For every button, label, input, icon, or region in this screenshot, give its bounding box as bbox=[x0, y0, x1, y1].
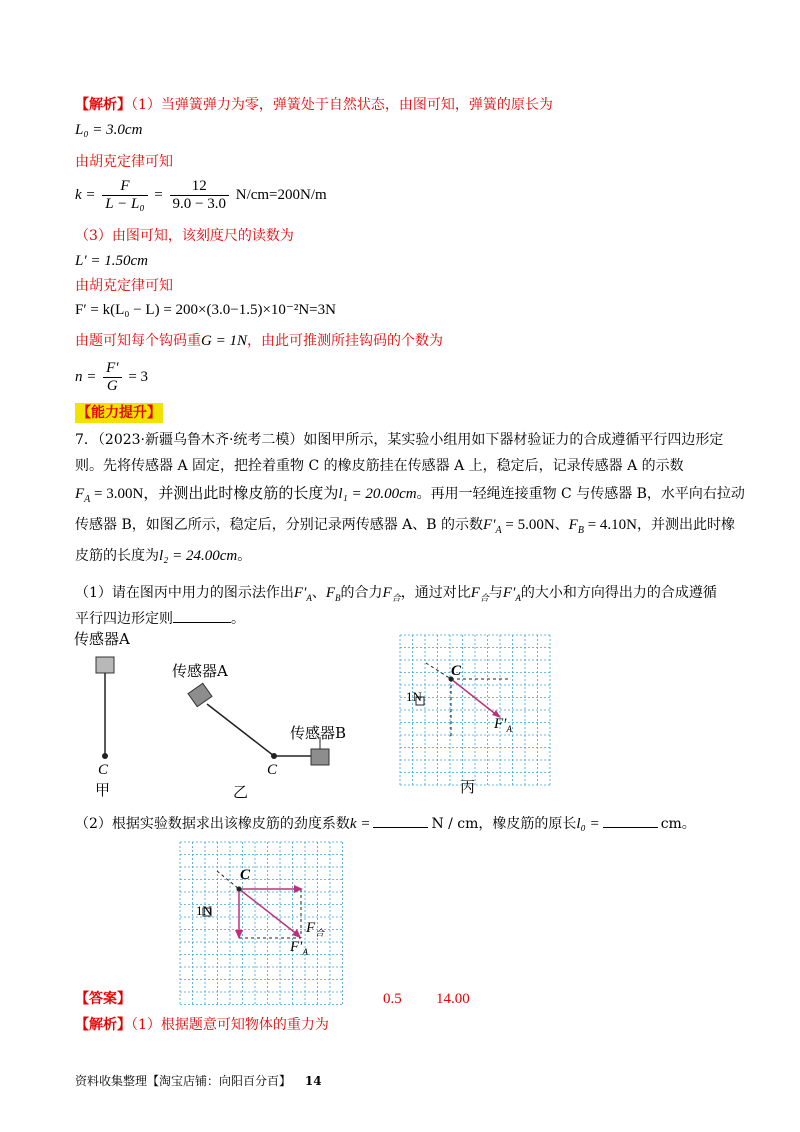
q7-part2-a: （2）根据实验数据求出该橡皮筋的劲度系数 bbox=[75, 816, 350, 832]
eq-Fprime: F′ = k(L₀ − L) = 200×(3.0−1.5)×10⁻²N=3N bbox=[75, 302, 336, 318]
ans-fa-sub: A bbox=[302, 947, 308, 957]
hooke-law-2: 由胡克定律可知 bbox=[75, 278, 173, 294]
part3-text: （3）由图可知，该刻度尺的读数为 bbox=[75, 228, 294, 244]
q7-part1-fh2: F bbox=[470, 585, 480, 601]
ans-fa-arrow bbox=[239, 889, 298, 935]
q7-part1-fa-sub: A bbox=[306, 592, 312, 603]
bing-force-text: F′ bbox=[494, 716, 507, 732]
footer bbox=[75, 1071, 322, 1091]
jia-caption: 甲 bbox=[95, 781, 111, 799]
yi-c-label: C bbox=[267, 762, 278, 778]
q7-part2-blank-l0[interactable] bbox=[603, 827, 658, 828]
eq-k-num2: 12 bbox=[170, 178, 229, 196]
answer-value-2: 14.00 bbox=[436, 991, 470, 1007]
analysis-line-1 bbox=[75, 95, 553, 115]
eq-n-den: G bbox=[106, 378, 118, 395]
answer-line bbox=[75, 989, 131, 1009]
analysis2-tag: 【解析】 bbox=[75, 1017, 131, 1033]
ans-fa-arrowhead bbox=[292, 929, 301, 938]
bing-grid bbox=[400, 635, 550, 785]
q7-part1-d: 与 bbox=[488, 585, 503, 601]
q7-line-4 bbox=[75, 515, 735, 541]
eq-k-frac2 bbox=[170, 178, 229, 213]
q7-part1-fb: F bbox=[325, 585, 336, 601]
q7-part1-fh: F bbox=[382, 585, 392, 601]
footer-text: 资料收集整理【淘宝店铺：向阳百分百】 bbox=[75, 1074, 292, 1088]
eq-n bbox=[75, 358, 148, 396]
analysis2-text: （1）根据题意可知物体的重力为 bbox=[131, 1017, 329, 1033]
answer-value-1: 0.5 bbox=[383, 991, 402, 1007]
q7-fb-value: = 4.10N bbox=[583, 517, 637, 533]
analysis2-line bbox=[75, 1015, 329, 1035]
q7-line-5-end: 。 bbox=[237, 548, 252, 564]
bing-dash-diag bbox=[426, 663, 451, 679]
bing-caption: 丙 bbox=[460, 778, 476, 796]
ans-fh-label bbox=[306, 919, 324, 942]
q7-part1-sep: 、 bbox=[311, 585, 326, 601]
q7-fb: F bbox=[568, 517, 578, 533]
yi-sensor-a-box bbox=[188, 683, 212, 706]
q7-line-2: 则。先将传感器 A 固定，把拴着重物 C 的橡皮筋挂在传感器 A 上，稳定后，记录传感器 A 的示数 bbox=[75, 458, 684, 474]
q7-part2-line bbox=[75, 814, 696, 834]
q7-fa-prime: F′ bbox=[483, 517, 496, 533]
q7-line-3 bbox=[75, 484, 745, 510]
ans-fa-text: F′ bbox=[290, 939, 303, 955]
q7-fa-prime-value: = 5.00N bbox=[501, 517, 555, 533]
q7-fa: F bbox=[75, 486, 85, 502]
eq-n-lhs: n = bbox=[75, 369, 97, 385]
analysis-tag: 【解析】 bbox=[75, 97, 131, 113]
eq-k bbox=[75, 176, 327, 214]
bing-scale-label: 1N bbox=[406, 689, 422, 704]
weight-g: G = 1N bbox=[201, 333, 247, 349]
yi-rubber-band bbox=[207, 704, 274, 756]
q7-part2-k: k = bbox=[349, 816, 371, 832]
q7-sep: 、 bbox=[554, 517, 569, 533]
q7-line-3-rest: 。再用一轻绳连接重物 C 与传感器 B，水平向右拉动 bbox=[416, 486, 745, 502]
q7-line-4-rest: ，并测出此时橡 bbox=[636, 517, 735, 533]
q7-l2: l₂ = 24.00cm bbox=[159, 548, 238, 564]
q7-part1-end: 。 bbox=[231, 611, 245, 627]
eq-k-den2: 9.0 − 3.0 bbox=[172, 196, 226, 213]
page-number: 14 bbox=[304, 1074, 322, 1088]
weight-line bbox=[75, 331, 443, 351]
q7-part2-l0: l₀ = bbox=[576, 816, 600, 832]
q7-part2-blank-k[interactable] bbox=[373, 827, 428, 828]
jia-sensor-box bbox=[96, 657, 114, 673]
q7-part2-unit1: N / cm，橡皮筋的原长 bbox=[431, 816, 577, 832]
ans-fh-text: F bbox=[306, 920, 316, 936]
yi-point-c bbox=[271, 753, 277, 759]
eq-L0: L₀ = 3.0cm bbox=[75, 122, 143, 138]
q7-fa-prime-sub: A bbox=[495, 524, 502, 536]
eq-k-equals: = bbox=[154, 187, 163, 203]
section-banner: 【能力提升】 bbox=[77, 405, 161, 421]
eq-n-frac bbox=[103, 360, 121, 395]
yi-sensor-b-label: 传感器B bbox=[290, 724, 347, 742]
ans-c-label: C bbox=[240, 867, 251, 883]
q7-part1-fa: F′ bbox=[293, 585, 307, 601]
q7-part1-fa2: F′ bbox=[502, 585, 516, 601]
q7-part1-line2-text: 平行四边形定则 bbox=[75, 611, 173, 627]
ans-fa-label bbox=[290, 938, 308, 961]
q7-part1-c: ，通过对比 bbox=[400, 585, 471, 601]
hooke-law-1: 由胡克定律可知 bbox=[75, 154, 173, 170]
ans-point-c bbox=[237, 887, 242, 892]
bing-fa-arrow bbox=[451, 679, 498, 716]
yi-sensor-b-box bbox=[311, 749, 329, 765]
yi-caption: 乙 bbox=[233, 783, 249, 801]
bing-force-label bbox=[494, 715, 512, 738]
eq-k-den1: L − L₀ bbox=[105, 196, 145, 213]
answer-figure bbox=[175, 838, 355, 1006]
weight-text-1: 由题可知每个钩码重 bbox=[75, 333, 201, 349]
q7-l1: l₁ = 20.00cm bbox=[338, 486, 417, 502]
weight-text-2: ，由此可推测所挂钩码的个数为 bbox=[246, 333, 443, 349]
jia-c-label: C bbox=[98, 762, 109, 778]
q7-part1-e: 的大小和方向得出力的合成遵循 bbox=[520, 585, 717, 601]
eq-k-result: N/cm=200N/m bbox=[235, 187, 327, 203]
eq-k-frac1 bbox=[102, 178, 147, 213]
q7-part1-fa2-sub: A bbox=[515, 592, 521, 603]
jia-point-c bbox=[102, 753, 108, 759]
q7-fb-sub: B bbox=[577, 524, 584, 536]
q7-line-4-text: 传感器 B，如图乙所示，稳定后，分别记录两传感器 A、B 的示数 bbox=[75, 517, 484, 533]
q7-line-1: 7．（2023·新疆乌鲁木齐·统考二模）如图甲所示，某实验小组用如下器材验证力的合成遵循平行四边形定 bbox=[75, 432, 724, 448]
q7-part1-blank[interactable] bbox=[173, 622, 231, 623]
q7-part1-fh-sub: 合 bbox=[391, 592, 401, 603]
eq-Lprime: L′ = 1.50cm bbox=[75, 253, 148, 269]
q7-part1-fh2-sub: 合 bbox=[479, 592, 489, 603]
q7-fa-value: = 3.00N，并测出此时橡皮筋的长度为 bbox=[90, 486, 339, 502]
q7-part2-unit2: cm。 bbox=[660, 816, 696, 832]
bing-c-label: C bbox=[451, 663, 462, 679]
answer-tag: 【答案】 bbox=[75, 991, 131, 1007]
analysis-text: （1）当弹簧弹力为零，弹簧处于自然状态，由图可知，弹簧的原长为 bbox=[131, 97, 553, 113]
eq-k-lhs: k = bbox=[75, 187, 96, 203]
q7-part1-b: 的合力 bbox=[340, 585, 383, 601]
q7-line-5 bbox=[75, 546, 251, 566]
ans-dash-diag bbox=[217, 871, 239, 889]
q7-part1-fb-sub: B bbox=[335, 592, 341, 603]
q7-fa-sub: A bbox=[84, 493, 91, 505]
eq-n-num: F′ bbox=[103, 360, 121, 378]
eq-n-rhs: = 3 bbox=[128, 369, 149, 385]
eq-k-num1: F bbox=[102, 178, 147, 196]
yi-sensor-a-label: 传感器A bbox=[172, 662, 228, 680]
ans-scale-label: 1N bbox=[196, 903, 212, 918]
q7-part1-line-1 bbox=[75, 583, 717, 608]
figures-row bbox=[60, 625, 560, 805]
ans-fh-sub: 合 bbox=[315, 928, 325, 938]
q7-part1-a: （1）请在图丙中用力的图示法作出 bbox=[75, 585, 294, 601]
q7-line-5-text: 皮筋的长度为 bbox=[75, 548, 159, 564]
bing-force-sub: A bbox=[506, 724, 512, 734]
jia-sensor-label: 传感器A bbox=[74, 630, 130, 648]
